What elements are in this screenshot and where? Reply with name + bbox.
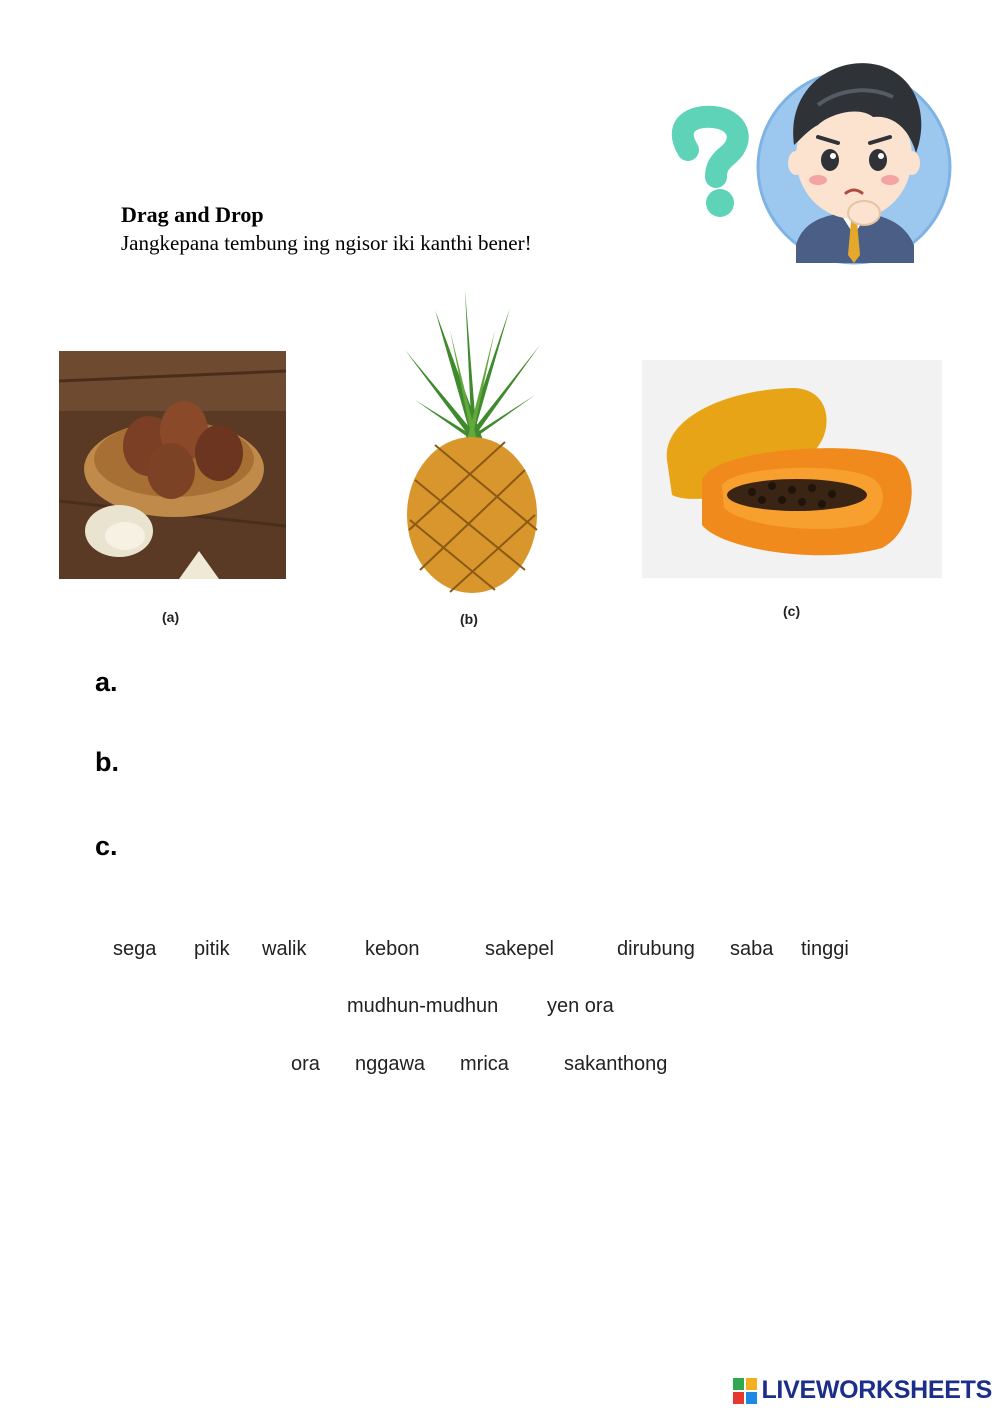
liveworksheets-logo-text: LIVEWORKSHEETS bbox=[761, 1376, 992, 1404]
word-tile-mudhun-mudhun[interactable]: mudhun-mudhun bbox=[347, 995, 499, 1017]
answer-label-b: b. bbox=[95, 747, 119, 777]
answer-dropzone-b[interactable] bbox=[135, 744, 895, 784]
image-caption-c: (c) bbox=[783, 603, 801, 619]
liveworksheets-logo bbox=[733, 1376, 992, 1405]
word-tile-yen-ora[interactable]: yen ora bbox=[547, 995, 614, 1017]
papaya-image bbox=[642, 360, 942, 578]
word-tile-walik[interactable]: walik bbox=[262, 938, 307, 960]
answer-dropzone-c[interactable] bbox=[135, 828, 895, 868]
word-tile-tinggi[interactable]: tinggi bbox=[801, 938, 849, 960]
word-tile-sakepel[interactable]: sakepel bbox=[485, 938, 554, 960]
instruction-text: Jangkepana tembung ing ngisor iki kanthi bener! bbox=[121, 231, 532, 255]
image-caption-b: (b) bbox=[460, 611, 478, 627]
word-tile-nggawa[interactable]: nggawa bbox=[355, 1053, 426, 1075]
page-title: Drag and Drop bbox=[121, 202, 264, 227]
answer-label-c: c. bbox=[95, 831, 118, 861]
pineapple-image bbox=[395, 290, 550, 595]
salak-fruit-image bbox=[59, 351, 286, 579]
word-tile-pitik[interactable]: pitik bbox=[194, 938, 230, 960]
word-tile-sega[interactable]: sega bbox=[113, 938, 157, 960]
word-tile-dirubung[interactable]: dirubung bbox=[617, 938, 695, 960]
answer-label-a: a. bbox=[95, 667, 118, 697]
word-tile-kebon[interactable]: kebon bbox=[365, 938, 420, 960]
liveworksheets-logo-icon bbox=[733, 1378, 757, 1404]
word-tile-saba[interactable]: saba bbox=[730, 938, 774, 960]
word-tile-sakanthong[interactable]: sakanthong bbox=[564, 1053, 668, 1075]
thinking-boy-illustration bbox=[668, 45, 958, 270]
word-tile-mrica[interactable]: mrica bbox=[460, 1053, 509, 1075]
image-caption-a: (a) bbox=[162, 609, 180, 625]
word-tile-ora[interactable]: ora bbox=[291, 1053, 320, 1075]
answer-dropzone-a[interactable] bbox=[135, 664, 895, 704]
